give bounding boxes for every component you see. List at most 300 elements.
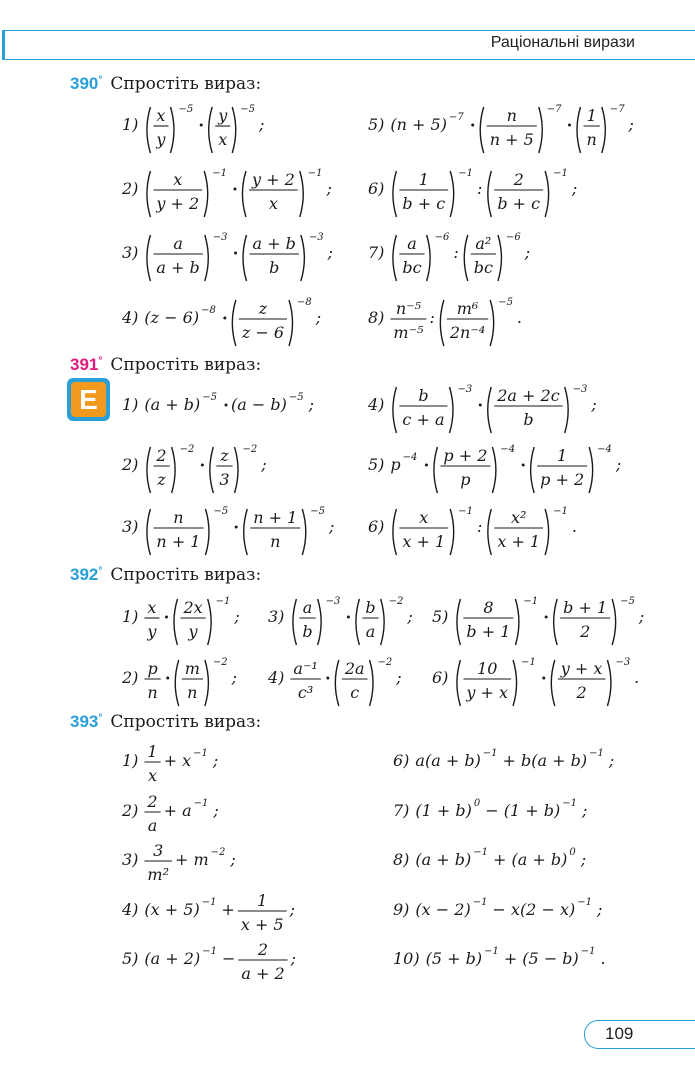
expr-text: ; bbox=[596, 900, 603, 919]
numerator: 1 bbox=[418, 170, 429, 189]
expr-text: ; bbox=[290, 949, 297, 968]
right-paren bbox=[232, 107, 236, 153]
right-paren bbox=[490, 300, 494, 346]
denominator: b + c bbox=[497, 194, 541, 213]
exercise-393-item-9 bbox=[393, 885, 683, 941]
expr-text: ; bbox=[327, 243, 334, 262]
item-label: 6) bbox=[368, 517, 385, 536]
math-expression bbox=[368, 380, 658, 436]
exponent: −5 bbox=[310, 506, 326, 517]
exponent: −4 bbox=[500, 444, 516, 455]
denominator: n + 5 bbox=[489, 130, 534, 149]
numerator: y + 2 bbox=[251, 170, 295, 189]
denominator: b bbox=[523, 410, 534, 429]
expr-text: . bbox=[571, 517, 577, 536]
expr-text: (a + 2) bbox=[144, 949, 201, 968]
exponent: −1 bbox=[201, 897, 217, 908]
right-paren bbox=[492, 447, 496, 493]
item-label: 5) bbox=[122, 949, 139, 968]
left-paren bbox=[577, 107, 581, 153]
expr-text: + b(a + b) bbox=[502, 751, 588, 770]
expr-text: − x(2 − x) bbox=[492, 900, 576, 919]
left-paren bbox=[393, 171, 397, 217]
exercise-number: 390° bbox=[70, 74, 103, 93]
right-paren bbox=[589, 447, 593, 493]
math-expression bbox=[368, 228, 658, 284]
numerator: p + 2 bbox=[443, 446, 488, 465]
item-label: 5) bbox=[368, 115, 385, 134]
numerator: z bbox=[220, 446, 229, 465]
numerator: a bbox=[302, 598, 313, 617]
item-label: 2) bbox=[122, 179, 139, 198]
expr-text: (n + 5) bbox=[390, 115, 447, 134]
dot-operator bbox=[225, 404, 228, 407]
numerator: y bbox=[218, 106, 228, 125]
numerator: y + x bbox=[560, 659, 603, 678]
exponent: −5 bbox=[178, 104, 194, 115]
math-expression bbox=[432, 592, 695, 648]
exponent: −1 bbox=[589, 748, 604, 759]
expr-text: ; bbox=[580, 850, 587, 869]
expr-text: (x + 5) bbox=[144, 900, 200, 919]
denominator: m⁻⁵ bbox=[393, 323, 424, 342]
expr-text: ; bbox=[571, 179, 578, 198]
left-paren bbox=[393, 387, 397, 433]
left-paren bbox=[174, 599, 178, 645]
left-paren bbox=[457, 660, 461, 706]
denominator: z − 6 bbox=[241, 323, 285, 342]
expr-text: ; bbox=[258, 115, 265, 134]
dot-operator bbox=[233, 188, 236, 191]
exponent: −3 bbox=[572, 384, 588, 395]
exercise-390-item-7 bbox=[368, 228, 658, 284]
denominator: b bbox=[302, 622, 313, 641]
right-paren bbox=[172, 447, 176, 493]
expr-text: (z − 6) bbox=[144, 308, 200, 327]
expr-text: ; bbox=[212, 751, 219, 770]
dot-operator bbox=[326, 677, 329, 680]
numerator: p bbox=[147, 659, 158, 678]
numerator: 2a + 2c bbox=[497, 386, 560, 405]
item-label: 3) bbox=[122, 850, 139, 869]
exponent: −2 bbox=[212, 657, 228, 668]
numerator: 10 bbox=[477, 659, 498, 678]
left-paren bbox=[434, 447, 438, 493]
page-number-tab bbox=[584, 1020, 695, 1049]
right-paren bbox=[450, 509, 454, 555]
math-expression bbox=[122, 786, 412, 842]
exercise-393-item-6 bbox=[393, 736, 683, 792]
exponent: −1 bbox=[521, 657, 536, 668]
exponent: −1 bbox=[553, 506, 568, 517]
expr-text: + bbox=[221, 900, 235, 919]
exponent: −1 bbox=[562, 798, 577, 809]
expr-text: (5 + b) bbox=[425, 949, 483, 968]
expr-text: a(a + b) bbox=[415, 751, 481, 770]
denominator: x bbox=[218, 130, 228, 149]
math-expression bbox=[393, 835, 683, 891]
expr-text: ; bbox=[581, 801, 588, 820]
numerator: 2 bbox=[156, 446, 167, 465]
numerator: 1 bbox=[257, 891, 268, 910]
exponent: −5 bbox=[202, 392, 218, 403]
denominator: bc bbox=[402, 258, 422, 277]
exponent: −2 bbox=[388, 596, 404, 607]
denominator: x + 5 bbox=[240, 915, 284, 934]
left-paren bbox=[440, 300, 444, 346]
denominator: x + 1 bbox=[402, 532, 446, 551]
denominator: 2 bbox=[576, 683, 587, 702]
exercise-393-heading bbox=[70, 712, 261, 732]
exponent: −3 bbox=[325, 596, 341, 607]
dot-operator bbox=[200, 124, 203, 127]
left-paren bbox=[531, 447, 535, 493]
dot-operator bbox=[471, 124, 474, 127]
exponent: −1 bbox=[482, 748, 498, 759]
denominator: n bbox=[586, 130, 597, 149]
exercise-instruction: Спростіть вираз: bbox=[110, 74, 262, 94]
exercise-390-heading bbox=[70, 74, 261, 94]
math-expression bbox=[122, 835, 412, 891]
dot-operator bbox=[522, 464, 525, 467]
right-paren bbox=[318, 599, 322, 645]
right-paren bbox=[289, 300, 293, 346]
expr-text: ; bbox=[213, 801, 219, 820]
dot-operator bbox=[347, 616, 350, 619]
exponent: −3 bbox=[212, 232, 228, 243]
exercise-number: 391° bbox=[70, 355, 103, 374]
exercise-390-item-5 bbox=[368, 100, 658, 156]
numerator: a⁻¹ bbox=[293, 659, 318, 678]
denominator: n bbox=[187, 683, 198, 702]
right-paren bbox=[602, 107, 606, 153]
left-paren bbox=[480, 107, 484, 153]
expr-text: + m bbox=[175, 850, 209, 869]
expr-text: (a + b) bbox=[144, 395, 201, 414]
left-paren bbox=[488, 509, 492, 555]
left-paren bbox=[147, 171, 151, 217]
numerator: 2 bbox=[513, 170, 524, 189]
numerator: b bbox=[418, 386, 429, 405]
exponent: −5 bbox=[498, 297, 513, 308]
numerator: 1 bbox=[147, 742, 158, 761]
left-paren bbox=[393, 509, 397, 555]
denominator: 3 bbox=[219, 470, 230, 489]
exercise-391-item-5 bbox=[368, 440, 658, 496]
right-paren bbox=[205, 235, 209, 281]
expr-text: − (1 + b) bbox=[485, 801, 561, 820]
item-label: 9) bbox=[393, 900, 410, 919]
left-paren bbox=[293, 599, 297, 645]
expr-text: ; bbox=[230, 850, 236, 869]
denominator: y bbox=[147, 622, 157, 641]
expr-text: ; bbox=[329, 517, 335, 536]
expr-text: + a bbox=[163, 801, 192, 820]
left-paren bbox=[232, 300, 236, 346]
exponent: −6 bbox=[434, 232, 450, 243]
right-paren bbox=[205, 660, 209, 706]
exponent: −2 bbox=[242, 444, 258, 455]
exponent: −1 bbox=[202, 946, 217, 957]
dot-operator bbox=[201, 464, 204, 467]
left-paren bbox=[551, 660, 555, 706]
exponent: −1 bbox=[523, 596, 539, 607]
right-paren bbox=[204, 171, 208, 217]
left-paren bbox=[243, 235, 247, 281]
exponent: −1 bbox=[458, 168, 473, 179]
exponent: −1 bbox=[215, 596, 231, 607]
left-paren bbox=[393, 235, 397, 281]
item-label: 2) bbox=[122, 455, 139, 474]
denominator: n bbox=[147, 683, 158, 702]
page-number: 109 bbox=[605, 1024, 634, 1043]
expr-text: ; bbox=[628, 115, 634, 134]
exercise-393-item-7 bbox=[393, 786, 683, 842]
expr-text: ; bbox=[524, 243, 531, 262]
expr-text: (1 + b) bbox=[415, 801, 472, 820]
e-badge-icon bbox=[67, 378, 110, 421]
left-paren bbox=[488, 171, 492, 217]
numerator: a bbox=[407, 234, 417, 253]
expr-text: ; bbox=[591, 395, 597, 414]
exercise-391-item-4 bbox=[368, 380, 658, 436]
left-paren bbox=[464, 235, 468, 281]
denominator: n + 1 bbox=[156, 532, 201, 551]
expr-text: ; bbox=[261, 455, 267, 474]
numerator: 3 bbox=[153, 841, 164, 860]
exercise-392-item-5 bbox=[432, 592, 695, 648]
numerator: x bbox=[419, 508, 429, 527]
right-paren bbox=[381, 599, 385, 645]
numerator: z bbox=[258, 299, 268, 318]
exponent: −5 bbox=[620, 596, 635, 607]
exponent: −1 bbox=[212, 168, 227, 179]
denominator: b + 1 bbox=[466, 622, 511, 641]
exponent: −1 bbox=[577, 897, 592, 908]
numerator: n⁻⁵ bbox=[395, 299, 422, 318]
exercise-390-item-6 bbox=[368, 164, 658, 220]
right-paren bbox=[539, 107, 543, 153]
right-paren bbox=[513, 660, 517, 706]
expr-text: + (a + b) bbox=[493, 850, 568, 869]
exponent: −1 bbox=[193, 748, 208, 759]
numerator: x bbox=[147, 598, 157, 617]
exponent: −2 bbox=[210, 847, 226, 858]
numerator: m bbox=[184, 659, 200, 678]
denominator: n bbox=[270, 532, 281, 551]
math-expression bbox=[122, 934, 412, 990]
exercise-393-item-10 bbox=[393, 934, 683, 990]
exponent: 0 bbox=[569, 847, 576, 858]
right-paren bbox=[607, 660, 611, 706]
left-paren bbox=[457, 599, 461, 645]
exercise-393-item-5 bbox=[122, 934, 412, 990]
right-paren bbox=[545, 509, 549, 555]
left-paren bbox=[244, 509, 248, 555]
math-expression bbox=[368, 100, 658, 156]
denominator: a + b bbox=[156, 258, 200, 277]
exercise-number: 392° bbox=[70, 565, 103, 584]
math-expression bbox=[122, 885, 412, 941]
left-paren bbox=[554, 599, 558, 645]
numerator: 2a bbox=[344, 659, 365, 678]
numerator: 2x bbox=[183, 598, 203, 617]
item-label: 10) bbox=[393, 949, 420, 968]
item-label: 6) bbox=[368, 179, 385, 198]
math-expression bbox=[393, 885, 683, 941]
left-paren bbox=[210, 447, 214, 493]
numerator: b bbox=[365, 598, 376, 617]
numerator: m⁶ bbox=[456, 299, 479, 318]
numerator: 1 bbox=[586, 106, 597, 125]
exponent: −1 bbox=[472, 897, 488, 908]
numerator: x bbox=[173, 170, 183, 189]
math-expression bbox=[393, 736, 683, 792]
item-label: 6) bbox=[432, 668, 449, 687]
exponent: −2 bbox=[377, 657, 393, 668]
expr-text: : bbox=[476, 179, 483, 198]
numerator: n bbox=[506, 106, 517, 125]
exercise-392-item-6 bbox=[432, 653, 695, 709]
right-paren bbox=[565, 387, 569, 433]
exercise-393-item-2 bbox=[122, 786, 412, 842]
dot-operator bbox=[542, 677, 545, 680]
exercise-393-item-8 bbox=[393, 835, 683, 891]
denominator: y bbox=[188, 622, 198, 641]
numerator: n bbox=[173, 508, 184, 527]
math-expression bbox=[432, 653, 695, 709]
expr-text: ; bbox=[638, 607, 645, 626]
dot-operator bbox=[425, 464, 428, 467]
dot-operator bbox=[235, 526, 238, 529]
item-label: 1) bbox=[122, 751, 139, 770]
expr-text: ; bbox=[315, 308, 322, 327]
expr-text: . bbox=[516, 308, 523, 327]
left-paren bbox=[488, 387, 492, 433]
expr-text: ; bbox=[234, 607, 240, 626]
exponent: −5 bbox=[240, 104, 255, 115]
right-paren bbox=[450, 387, 454, 433]
item-label: 1) bbox=[122, 607, 139, 626]
denominator: c bbox=[350, 683, 360, 702]
item-label: 4) bbox=[122, 900, 139, 919]
right-paren bbox=[301, 235, 305, 281]
denominator: 2n⁻⁴ bbox=[449, 323, 486, 342]
denominator: a bbox=[365, 622, 376, 641]
exponent: −5 bbox=[213, 506, 229, 517]
exponent: −6 bbox=[505, 232, 521, 243]
exponent: −8 bbox=[201, 305, 216, 316]
math-expression bbox=[122, 736, 412, 792]
denominator: y + 2 bbox=[156, 194, 200, 213]
left-paren bbox=[356, 599, 360, 645]
exercise-number: 393° bbox=[70, 712, 103, 731]
item-label: 4) bbox=[268, 668, 285, 687]
dot-operator bbox=[165, 616, 168, 619]
expr-text: . bbox=[634, 668, 640, 687]
numerator: 8 bbox=[483, 598, 494, 617]
denominator: m² bbox=[147, 865, 170, 884]
exercise-390-item-8 bbox=[368, 293, 658, 349]
exponent: −1 bbox=[307, 168, 323, 179]
numerator: a + b bbox=[252, 234, 296, 253]
math-expression bbox=[368, 440, 658, 496]
expr-text: (a − b) bbox=[231, 395, 287, 414]
exponent: −7 bbox=[546, 104, 562, 115]
exercise-392-heading bbox=[70, 565, 261, 585]
expr-text: : bbox=[453, 243, 459, 262]
left-paren bbox=[147, 107, 151, 153]
dot-operator bbox=[568, 124, 571, 127]
numerator: 2 bbox=[257, 940, 269, 959]
numerator: a bbox=[173, 234, 183, 253]
denominator: y + x bbox=[466, 683, 509, 702]
exponent: −1 bbox=[580, 946, 596, 957]
denominator: b bbox=[269, 258, 280, 277]
numerator: x² bbox=[511, 508, 527, 527]
right-paren bbox=[370, 660, 374, 706]
left-paren bbox=[175, 660, 179, 706]
exponent: −4 bbox=[402, 452, 418, 463]
item-label: 4) bbox=[368, 395, 385, 414]
left-paren bbox=[147, 509, 151, 555]
expr-text: ; bbox=[326, 179, 332, 198]
item-label: 5) bbox=[432, 607, 449, 626]
dot-operator bbox=[545, 616, 548, 619]
right-paren bbox=[612, 599, 616, 645]
dot-operator bbox=[479, 404, 482, 407]
expr-text: ; bbox=[407, 607, 413, 626]
exponent: −3 bbox=[457, 384, 473, 395]
denominator: x + 1 bbox=[497, 532, 541, 551]
exercise-393-item-1 bbox=[122, 736, 412, 792]
exponent: −8 bbox=[297, 297, 312, 308]
expr-text: : bbox=[429, 308, 435, 327]
right-paren bbox=[302, 509, 306, 555]
math-expression bbox=[368, 164, 658, 220]
expr-text: + x bbox=[163, 751, 192, 770]
exponent: −2 bbox=[179, 444, 195, 455]
denominator: p bbox=[460, 470, 471, 489]
expr-text: − bbox=[221, 949, 236, 968]
left-paren bbox=[242, 171, 246, 217]
item-label: 2) bbox=[122, 668, 139, 687]
numerator: 2 bbox=[147, 792, 158, 811]
left-paren bbox=[147, 447, 151, 493]
denominator: z bbox=[157, 470, 166, 489]
expr-text: + (5 − b) bbox=[503, 949, 579, 968]
expr-text: ; bbox=[308, 395, 314, 414]
dot-operator bbox=[234, 252, 237, 255]
badge-letter: E bbox=[71, 382, 106, 417]
item-label: 5) bbox=[368, 455, 385, 474]
denominator: x bbox=[268, 194, 278, 213]
exponent: −5 bbox=[288, 392, 304, 403]
exponent: −1 bbox=[193, 798, 209, 809]
header-title: Раціональні вирази bbox=[490, 34, 635, 51]
item-label: 8) bbox=[368, 308, 385, 327]
left-paren bbox=[335, 660, 339, 706]
right-paren bbox=[208, 599, 212, 645]
denominator: c + a bbox=[402, 410, 445, 429]
exponent: −3 bbox=[615, 657, 631, 668]
expr-text: p bbox=[390, 455, 401, 474]
exponent: −1 bbox=[473, 847, 489, 858]
denominator: x bbox=[148, 766, 158, 785]
item-label: 3) bbox=[122, 517, 139, 536]
page-header bbox=[2, 30, 695, 60]
expr-text: ; bbox=[231, 668, 238, 687]
